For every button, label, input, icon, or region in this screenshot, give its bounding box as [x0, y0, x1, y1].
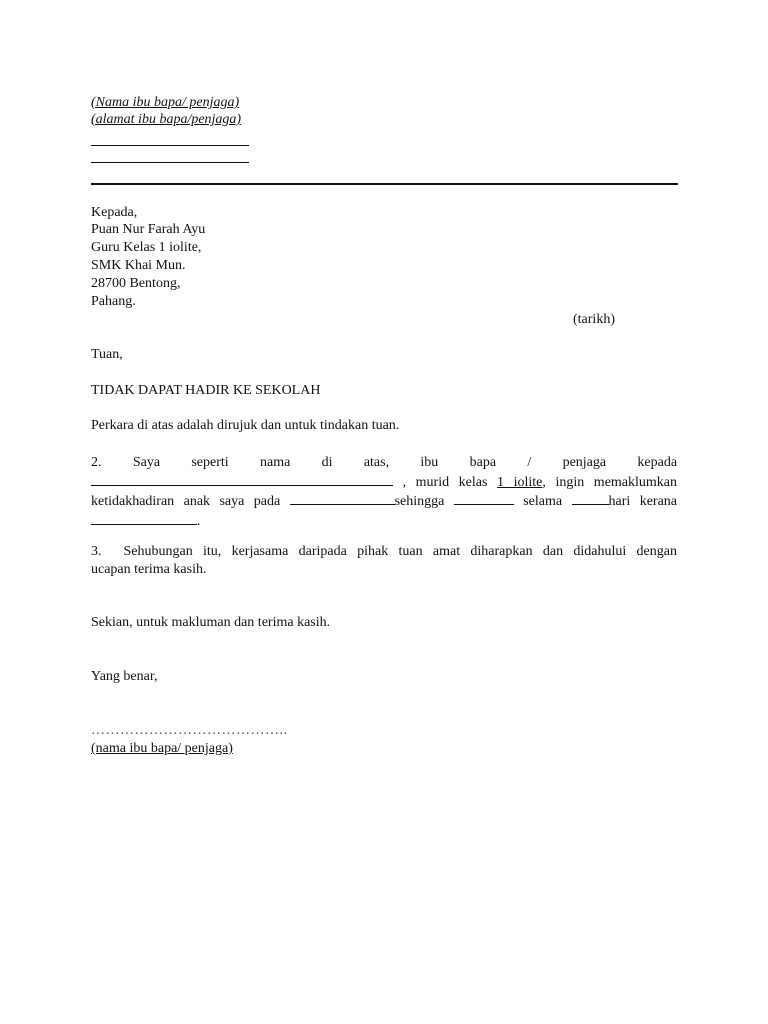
recipient-position: Guru Kelas 1 iolite,: [91, 240, 202, 255]
paragraph-2-line-1: 2. Saya seperti nama di atas, ibu bapa / penjaga kepada: [91, 455, 678, 470]
opening-line: Perkara di atas adalah dirujuk dan untuk tindakan tuan.: [91, 418, 400, 433]
class-name: 1 iolite: [497, 474, 543, 490]
paragraph-3: [91, 543, 677, 579]
parent-address-placeholder: (alamat ibu bapa/penjaga): [91, 112, 242, 127]
recipient-to: Kepada,: [91, 205, 138, 220]
header-divider: [91, 183, 678, 185]
greeting: Tuan,: [91, 347, 123, 362]
recipient-name: Puan Nur Farah Ayu: [91, 222, 206, 237]
paragraph-2-line-4: .: [91, 511, 677, 531]
days-blank: [572, 491, 609, 505]
start-date-blank: [290, 491, 395, 505]
address-line-2: [91, 162, 249, 163]
signature-dots: …………………………………..: [91, 723, 288, 738]
recipient-state: Pahang.: [91, 294, 136, 309]
closing-line: Sekian, untuk makluman dan terima kasih.: [91, 615, 331, 630]
recipient-postcode-city: 28700 Bentong,: [91, 276, 181, 291]
paragraph-3-line-2: ucapan terima kasih.: [91, 562, 207, 577]
sign-off: Yang benar,: [91, 669, 158, 684]
address-line-1: [91, 145, 249, 146]
paragraph-2-line-2: , murid kelas 1 iolite, ingin memaklumkan: [91, 472, 677, 492]
paragraph-3-line-1: 3. Sehubungan itu, kerjasama daripada pihak tuan amat diharapkan dan didahului dengan: [91, 544, 677, 559]
paragraph-2: [91, 454, 677, 530]
subject-line: TIDAK DAPAT HADIR KE SEKOLAH: [91, 383, 321, 398]
reason-blank: [91, 511, 197, 525]
paragraph-2-line-3: ketidakhadiran anak saya pada sehingga selama hari kerana: [91, 491, 677, 511]
end-date-blank: [454, 491, 514, 505]
guardian-name-blank: [91, 472, 393, 486]
parent-name-placeholder: (Nama ibu bapa/ penjaga): [91, 95, 240, 110]
recipient-school: SMK Khai Mun.: [91, 258, 186, 273]
date-placeholder: (tarikh): [573, 312, 615, 327]
signature-name-placeholder: (nama ibu bapa/ penjaga): [91, 741, 233, 756]
